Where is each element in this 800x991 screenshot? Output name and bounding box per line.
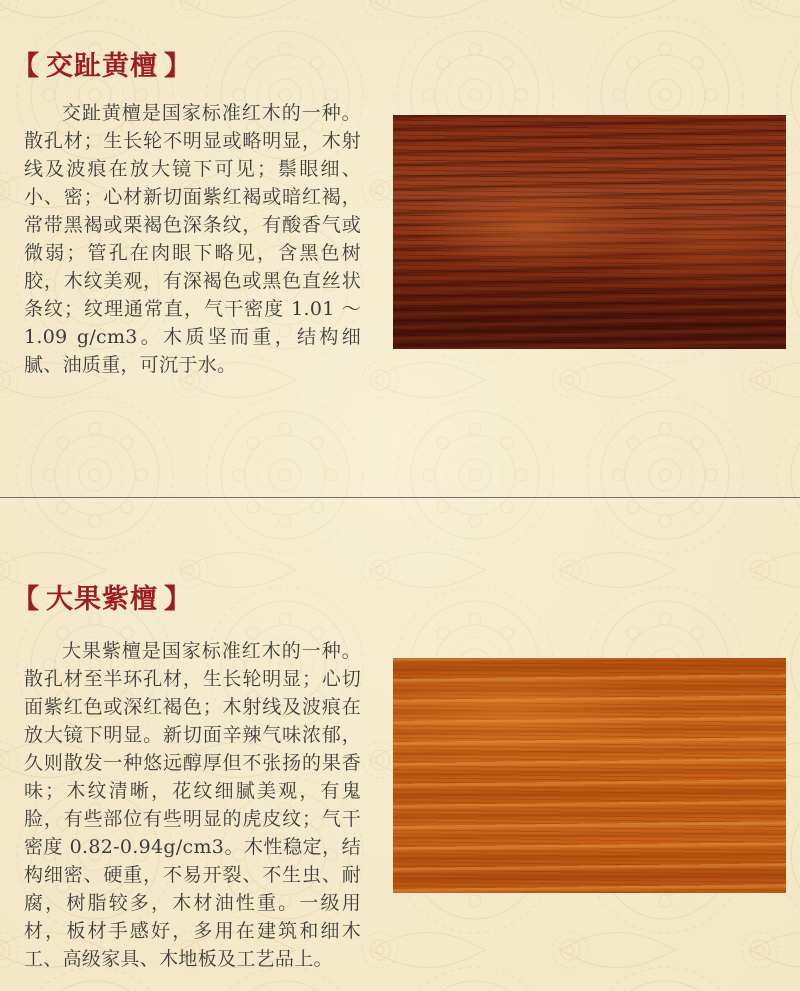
section-title [12,583,192,617]
right-bracket: 】 [164,584,192,615]
wood-description: 大果紫檀是国家标准红木的一种。散孔材至半环孔材，生长轮明显；心切面紫红色或深红褐色；木射线及波痕在放大镜下明显。新切面辛辣气味浓郁，久则散发一种悠远醇厚但不张扬的果香味；木纹清晰，花纹细腻美观，有鬼脸，有些部位有些明显的虎皮纹；气干密度 0.82-0.94g/cm3。木性稳定，结构细密、硬重，不易开裂、不生虫、耐腐，树脂较多，木材油性重。一级用材，板材手感好，多用在建筑和细木工、高级家具、木地板及工艺品上。 [24,640,361,970]
rosewood-grain-photo [393,115,786,349]
left-bracket: 【 [12,584,40,615]
wood-description: 交趾黄檀是国家标准红木的一种。散孔材；生长轮不明显或略明显，木射线及波痕在放大镜下可见；鬃眼细、小、密；心材新切面紫红褐或暗红褐，常带黑褐或栗褐色深条纹，有酸香气或微弱；管孔在肉眼下略见，含黑色树胶，木纹美观，有深褐色或黑色直丝状条纹；纹理通常直，气干密度 1.01 ～ 1.09 g/cm3。木质坚而重，结构细腻、油质重，可沉于水。 [24,102,361,376]
section-divider [0,497,800,498]
section-title [12,50,192,84]
right-bracket: 】 [164,51,192,82]
wood-name: 大果紫檀 [46,584,158,615]
wood-name: 交趾黄檀 [46,51,158,82]
padauk-grain-photo [393,658,786,893]
left-bracket: 【 [12,51,40,82]
